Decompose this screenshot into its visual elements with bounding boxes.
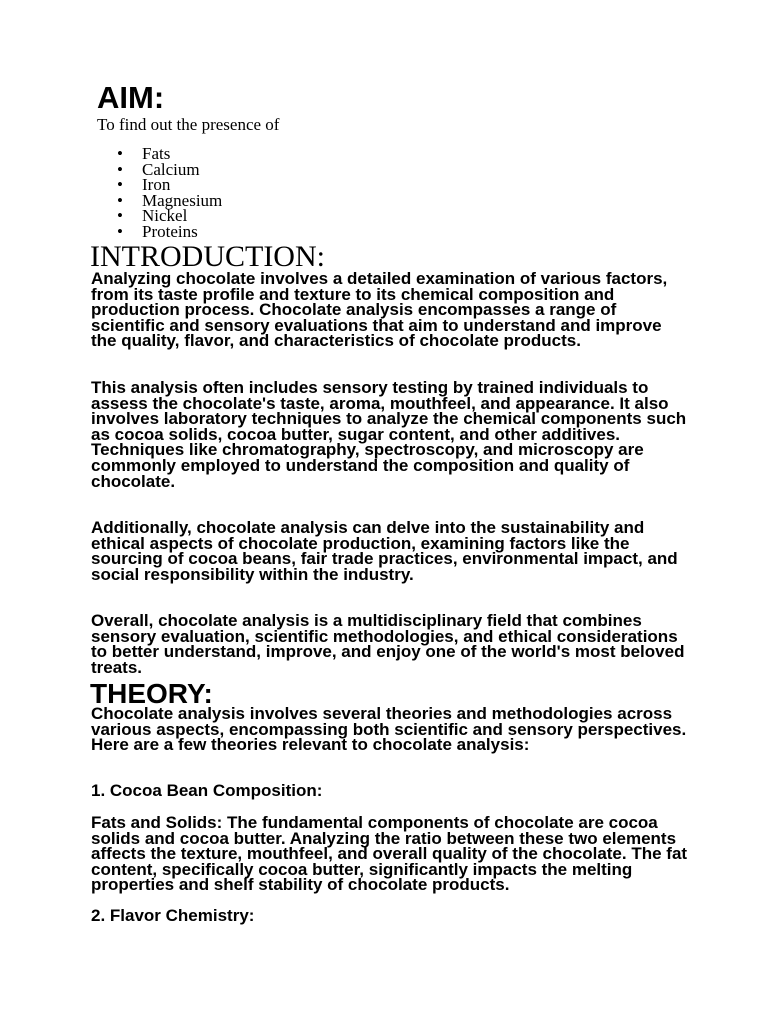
theory-intro: Chocolate analysis involves several theories and methodologies across various aspects, encompassing both scientific and sensory perspectives. Here are a few theories relevant to chocolate analysis: bbox=[91, 704, 687, 755]
aim-heading: AIM: bbox=[97, 80, 165, 115]
theory-heading: THEORY: bbox=[90, 678, 213, 709]
list-item: • Magnesium bbox=[117, 193, 222, 209]
list-item: • Fats bbox=[117, 146, 222, 162]
aim-text: To find out the presence of bbox=[97, 115, 280, 134]
theory-section-1-text: Fats and Solids: The fundamental components of chocolate are cocoa solids and cocoa butter. Analyzing the ratio between these two elements affects the texture, mouthfeel, and overall quality of the chocolate. The fat content, specifically cocoa butter, significantly impacts the melting properties and shelf stability of chocolate products. bbox=[91, 813, 688, 895]
introduction-heading: INTRODUCTION: bbox=[90, 240, 325, 273]
list-item: • Nickel bbox=[117, 208, 222, 224]
theory-section-1-title: 1. Cocoa Bean Composition: bbox=[91, 781, 323, 800]
introduction-paragraph-2: This analysis often includes sensory testing by trained individuals to assess the chocolate's taste, aroma, mouthfeel, and appearance. It also involves laboratory techniques to analyze the chemical components such as cocoa solids, cocoa butter, sugar content, and other additives. Techniques like chromatography, spectroscopy, and microscopy are commonly employed to understand the composition and quality of chocolate. bbox=[91, 378, 687, 491]
aim-list bbox=[117, 146, 222, 239]
introduction-paragraph-4: Overall, chocolate analysis is a multidisciplinary field that combines sensory evaluation, scientific methodologies, and ethical considerations to better understand, improve, and enjoy one of the world's most beloved treats. bbox=[91, 611, 685, 677]
list-item: • Proteins bbox=[117, 224, 222, 240]
introduction-paragraph-3: Additionally, chocolate analysis can delve into the sustainability and ethical aspects of chocolate production, examining factors like the sourcing of cocoa beans, fair trade practices, environmental impact, and social responsibility within the industry. bbox=[91, 518, 678, 584]
theory-section-2-title: 2. Flavor Chemistry: bbox=[91, 906, 255, 925]
introduction-paragraph-1: Analyzing chocolate involves a detailed examination of various factors, from its taste profile and texture to its chemical composition and production process. Chocolate analysis encompasses a range of scientific and sensory evaluations that aim to understand and improve the quality, flavor, and characteristics of chocolate products. bbox=[91, 269, 668, 351]
list-item: • Iron bbox=[117, 177, 222, 193]
list-item: • Calcium bbox=[117, 162, 222, 178]
